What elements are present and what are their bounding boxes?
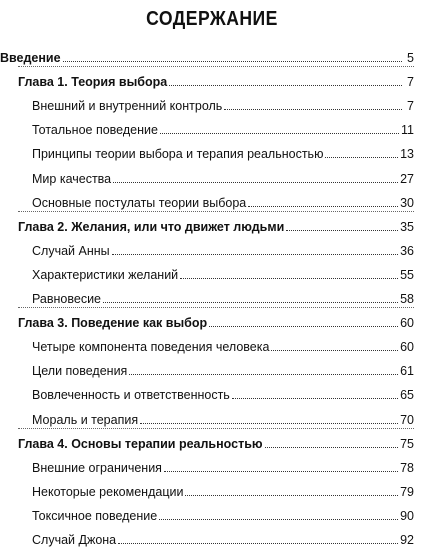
dot-leader (159, 519, 398, 520)
dot-leader (232, 398, 398, 399)
toc-entry-title: Случай Джона (32, 533, 117, 547)
dot-leader (271, 350, 398, 351)
dot-leader (224, 109, 402, 110)
dot-leader (63, 61, 402, 62)
toc-page-number: 70 (400, 412, 414, 427)
toc-page-number: 5 (407, 51, 414, 65)
dot-leader (140, 423, 398, 424)
toc-page-number: 92 (400, 533, 414, 547)
dot-leader (118, 543, 398, 544)
toc-page-number: 61 (400, 364, 414, 379)
toc-section-entry[interactable] (32, 258, 414, 282)
dot-leader (185, 495, 398, 496)
toc-entry-title: Принципы теории выбора и терапия реальностью (32, 147, 324, 162)
toc-entry-title: Четыре компонента поведения человека (32, 340, 270, 355)
dot-leader (180, 278, 398, 279)
toc-entry-title: Цели поведения (32, 364, 128, 379)
toc-chapter-entry[interactable] (18, 306, 414, 330)
toc-page-number: 30 (400, 195, 414, 210)
toc-section-entry[interactable] (32, 234, 414, 258)
toc-entry-title: Основные постулаты теории выбора (32, 195, 247, 210)
toc-page-number: 78 (400, 460, 414, 475)
toc-chapter-entry[interactable] (18, 65, 414, 89)
toc-page-number: 75 (400, 436, 414, 451)
page-title: СОДЕРЖАНИЕ (146, 8, 278, 30)
toc-entry-title: Равновесие (32, 292, 102, 306)
toc-page-number: 7 (407, 75, 414, 90)
dot-leader (164, 471, 398, 472)
toc-entry-title: Вовлеченность и ответственность (32, 388, 230, 403)
toc-intro-entry[interactable] (0, 41, 414, 65)
dot-leader (286, 230, 398, 231)
toc-entry-title: Мир качества (32, 171, 112, 186)
toc-entry-title: Глава 4. Основы терапии реальностью (18, 436, 263, 451)
dot-leader (112, 254, 398, 255)
toc-section-entry[interactable] (32, 451, 414, 475)
toc-entry-title: Мораль и терапия (32, 412, 139, 427)
toc-section-entry[interactable] (32, 354, 414, 378)
dot-leader (169, 85, 402, 86)
toc-entry-title: Токсичное поведение (32, 508, 158, 523)
toc-entry-title: Внешние ограничения (32, 460, 162, 475)
toc-page-number: 13 (400, 147, 414, 162)
dot-leader (265, 447, 399, 448)
toc-section-entry[interactable] (32, 475, 414, 499)
toc-page-number: 55 (400, 267, 414, 282)
toc-section-entry[interactable] (32, 523, 414, 547)
toc-section-entry[interactable] (32, 330, 414, 354)
toc-page-number: 27 (400, 171, 414, 186)
toc-page-number: 58 (400, 292, 414, 306)
toc-entry-title: Глава 1. Теория выбора (18, 75, 168, 90)
toc-page-number: 90 (400, 508, 414, 523)
toc-entry-title: Глава 3. Поведение как выбор (18, 316, 208, 331)
dot-leader (129, 374, 398, 375)
toc-page-number: 60 (400, 316, 414, 331)
dot-leader (160, 133, 399, 134)
toc-chapter-entry[interactable] (18, 210, 414, 234)
toc-section-entry[interactable] (32, 113, 414, 137)
toc-page-number: 79 (400, 484, 414, 499)
toc-chapter-entry[interactable] (18, 427, 414, 451)
toc-entry-title: Введение (0, 51, 61, 65)
toc-page-number: 7 (407, 99, 414, 114)
toc-section-entry[interactable] (32, 186, 414, 210)
toc-page-number: 35 (400, 219, 414, 234)
dot-leader (209, 326, 398, 327)
toc-section-entry[interactable] (32, 282, 414, 306)
toc-entry-title: Тотальное поведение (32, 123, 158, 138)
dot-leader (103, 302, 398, 303)
toc-entry-title: Некоторые рекомендации (32, 484, 184, 499)
toc-entry-title: Глава 2. Желания, или что движет людьми (18, 219, 285, 234)
toc-page-number: 11 (401, 123, 414, 138)
toc-page-number: 60 (400, 340, 414, 355)
dot-leader (248, 206, 398, 207)
toc-entry-title: Характеристики желаний (32, 267, 179, 282)
toc-page-number: 65 (400, 388, 414, 403)
toc-section-entry[interactable] (32, 378, 414, 402)
toc-section-entry[interactable] (32, 137, 414, 161)
toc-section-entry[interactable] (32, 403, 414, 427)
dot-leader (325, 157, 398, 158)
toc-entry-title: Случай Анны (32, 243, 110, 258)
toc-section-entry[interactable] (32, 499, 414, 523)
toc-section-entry[interactable] (32, 162, 414, 186)
dot-leader (113, 182, 398, 183)
toc-page-number: 36 (400, 243, 414, 258)
toc-entry-title: Внешний и внутренний контроль (32, 99, 223, 114)
toc-section-entry[interactable] (32, 89, 414, 113)
